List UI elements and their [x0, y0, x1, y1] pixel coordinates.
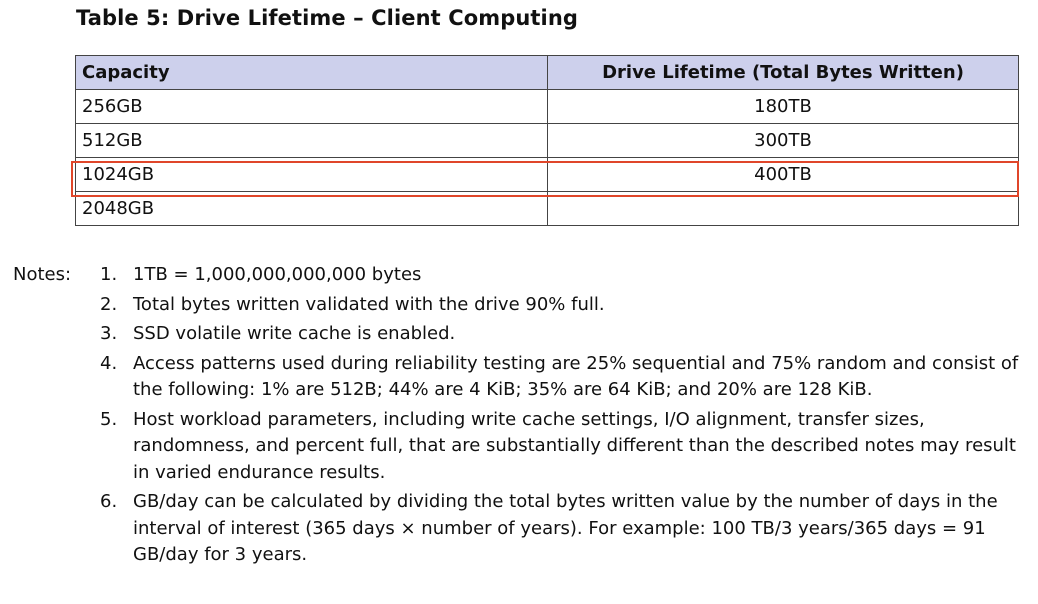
note-number: 3.: [100, 323, 118, 344]
note-item: [100, 262, 1020, 289]
header-drive-lifetime: Drive Lifetime (Total Bytes Written): [548, 56, 1019, 90]
table-row: [76, 192, 1019, 226]
lifetime-cell: 400TB: [548, 158, 1019, 192]
table-header-row: [76, 56, 1019, 90]
note-item: [100, 489, 1020, 569]
note-text: GB/day can be calculated by dividing the total bytes written value by the number of days in the interval of interest (365 days × number of years). For example: 100 TB/3 years/365 days = 91 GB/day for 3 years.: [133, 491, 998, 565]
note-item: [100, 321, 1020, 348]
notes-label: Notes:: [13, 264, 72, 285]
lifetime-cell: 180TB: [548, 90, 1019, 124]
notes-list: [100, 262, 1020, 572]
note-item: [100, 351, 1020, 404]
note-number: 1.: [100, 264, 118, 285]
note-item: [100, 407, 1020, 487]
note-number: 2.: [100, 293, 118, 315]
header-capacity: Capacity: [76, 56, 548, 90]
lifetime-cell: [548, 192, 1019, 226]
note-text: 1TB = 1,000,000,000,000 bytes: [133, 264, 422, 285]
table-row: [76, 124, 1019, 158]
note-text: Total bytes written validated with the drive 90% full.: [133, 293, 605, 315]
table-row: [76, 90, 1019, 124]
capacity-cell: 1024GB: [76, 158, 548, 192]
note-number: 4.: [100, 352, 118, 374]
note-item: [100, 292, 1020, 319]
table-title: Table 5: Drive Lifetime – Client Computing: [76, 6, 579, 30]
capacity-cell: 2048GB: [76, 192, 548, 226]
lifetime-cell: 300TB: [548, 124, 1019, 158]
table-row-highlighted: [76, 158, 1019, 192]
note-number: 5.: [100, 408, 118, 430]
note-text: SSD volatile write cache is enabled.: [133, 323, 456, 344]
note-number: 6.: [100, 491, 118, 512]
capacity-cell: 512GB: [76, 124, 548, 158]
note-text: Host workload parameters, including write cache settings, I/O alignment, transfer sizes, randomness, and percent full, that are substantially different than the described notes may result in varied endurance results.: [133, 408, 1016, 483]
drive-lifetime-table: [75, 55, 1019, 226]
capacity-cell: 256GB: [76, 90, 548, 124]
note-text: Access patterns used during reliability testing are 25% sequential and 75% random and consist of the following: 1% are 512B; 44% are 4 KiB; 35% are 64 KiB; and 20% are 128 KiB.: [133, 352, 1019, 400]
